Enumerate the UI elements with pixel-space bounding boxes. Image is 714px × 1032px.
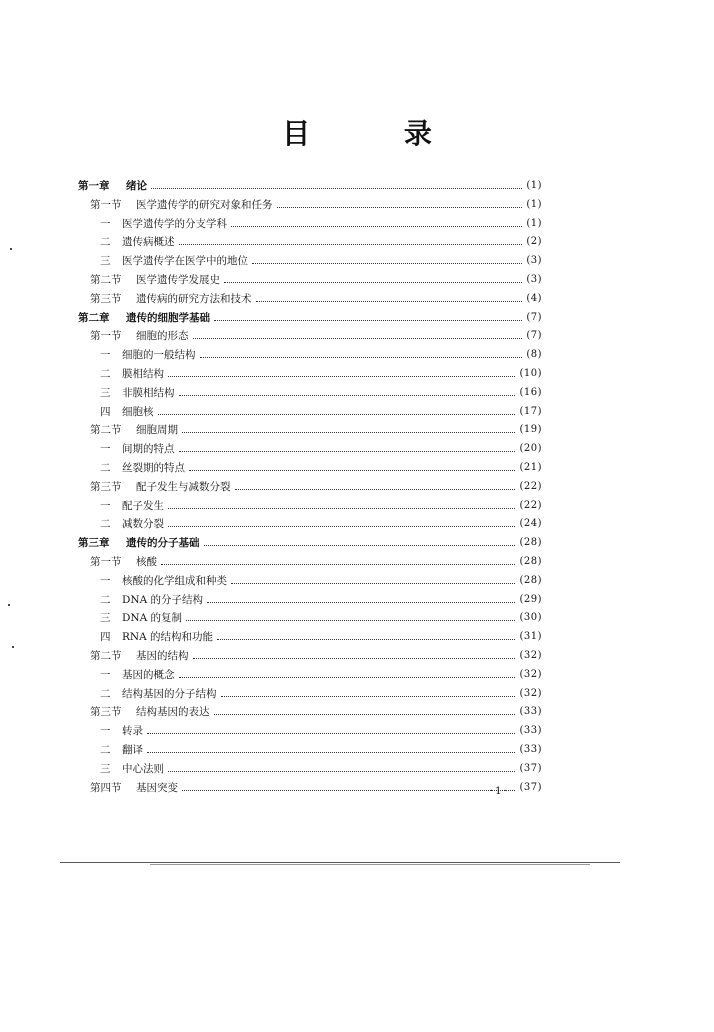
toc-entry-number: 第三节 [90, 706, 122, 719]
dot-leader [179, 677, 516, 678]
dot-leader [217, 639, 515, 640]
dot-leader [256, 301, 523, 302]
toc-entry-section [90, 646, 542, 665]
toc-entry-item [100, 402, 542, 421]
toc-entry-item [100, 514, 542, 533]
toc-entry-number: 第二节 [90, 424, 122, 437]
toc-entry-section [90, 477, 542, 496]
toc-entry-number: 三 [100, 386, 111, 399]
toc-entry-number: 一 [100, 574, 111, 587]
toc-entry-number: 二 [100, 744, 111, 756]
toc-entry-number: 二 [100, 462, 111, 474]
dot-leader [168, 526, 515, 527]
toc-entry-title: 核酸的化学组成和种类 [122, 574, 227, 587]
toc-entry-page: (1) [526, 180, 542, 191]
toc-entry-page: (2) [526, 236, 542, 248]
toc-entry-number: 第三章 [78, 537, 110, 550]
toc-entry-item [100, 364, 542, 383]
toc-entry-title: 基因突变 [136, 781, 178, 794]
toc-entry-number: 四 [100, 405, 111, 418]
toc-entry-number: 三 [100, 612, 111, 625]
toc-entry-item [100, 214, 542, 233]
toc-entry-number: 二 [100, 368, 111, 380]
toc-entry-item [100, 627, 542, 646]
toc-entry-title: 减数分裂 [122, 518, 164, 531]
dot-leader [235, 489, 516, 490]
dot-leader [147, 752, 515, 753]
toc-entry-page: (32) [519, 687, 542, 699]
toc-entry-number: 第二节 [90, 274, 122, 286]
dot-leader [224, 282, 522, 283]
dot-leader [161, 564, 515, 565]
dot-leader [189, 470, 515, 471]
dot-leader [186, 620, 515, 621]
dot-leader [179, 451, 516, 452]
toc-entry-item [100, 345, 542, 364]
dot-leader [158, 414, 516, 415]
toc-entry-number: 二 [100, 518, 111, 531]
toc-entry-page: (29) [519, 593, 542, 605]
dot-leader [193, 338, 523, 339]
toc-entry-number: 第一章 [78, 180, 110, 192]
dot-leader [182, 790, 515, 791]
toc-entry-page: (32) [519, 650, 542, 661]
toc-entry-item [100, 684, 542, 703]
toc-entry-page: (8) [526, 349, 542, 361]
toc-entry-title: DNA 的复制 [122, 612, 183, 625]
toc-entry-page: (33) [519, 725, 542, 737]
toc-entry-page: (3) [526, 274, 542, 285]
toc-entry-page: (1) [526, 198, 542, 210]
dot-leader [193, 658, 516, 659]
toc-entry-page: (17) [519, 405, 542, 417]
toc-entry-page: (28) [519, 556, 542, 567]
toc-entry-title: DNA 的分子结构 [122, 593, 204, 606]
dot-leader [147, 733, 515, 734]
scan-artifact-line [150, 864, 590, 865]
dot-leader [168, 771, 515, 772]
dot-leader [231, 583, 515, 584]
toc-entry-item [100, 721, 542, 740]
dot-leader [231, 226, 522, 227]
dot-leader [214, 714, 516, 715]
toc-entry-number: 一 [100, 217, 111, 230]
toc-entry-number: 三 [100, 762, 111, 775]
toc-entry-section [90, 420, 542, 439]
toc-entry-number: 一 [100, 725, 111, 738]
toc-entry-title: 结构基因的表达 [136, 706, 210, 719]
dot-leader [168, 376, 515, 377]
toc-entry-item [100, 759, 542, 778]
toc-entry-item [100, 740, 542, 759]
toc-entry-number: 第三节 [90, 292, 122, 305]
toc-entry-title: 遗传病的研究方法和技术 [136, 292, 252, 305]
toc-entry-number: 第二章 [78, 311, 110, 324]
toc-entry-number: 一 [100, 349, 111, 362]
scan-speck [8, 604, 10, 606]
toc-entry-title: 医学遗传学的研究对象和任务 [136, 198, 273, 211]
toc-entry-section [90, 289, 542, 308]
toc-entry-title: 医学遗传学在医学中的地位 [122, 255, 248, 268]
toc-entry-page: (37) [519, 762, 542, 774]
toc-entry-title: 间期的特点 [122, 443, 175, 456]
toc-entry-number: 第一节 [90, 330, 122, 343]
dot-leader [200, 357, 523, 358]
dot-leader [207, 602, 515, 603]
toc-entry-section [90, 270, 542, 289]
toc-entry-title: 绪论 [126, 180, 147, 192]
toc-entry-title: 细胞核 [122, 405, 154, 418]
toc-entry-item [100, 496, 542, 515]
toc-entry-number: 二 [100, 687, 111, 700]
toc-entry-number: 四 [100, 631, 111, 644]
toc-entry-number: 第二节 [90, 650, 122, 662]
dot-leader [179, 395, 516, 396]
toc-entry-page: (10) [519, 368, 542, 379]
toc-entry-item [100, 590, 542, 609]
toc-entry-item [100, 571, 542, 590]
dot-leader [168, 508, 515, 509]
dot-leader [204, 545, 516, 546]
toc-entry-page: (37) [519, 781, 542, 793]
toc-entry-number: 二 [100, 236, 111, 249]
scan-speck [12, 646, 14, 648]
toc-entry-title: 遗传的分子基础 [126, 537, 200, 550]
toc-entry-title: 细胞的一般结构 [122, 349, 196, 362]
dot-leader [277, 207, 523, 208]
toc-entry-title: 膜相结构 [122, 368, 164, 380]
toc-entry-page: (21) [519, 462, 542, 473]
page-title: 目 录 [282, 117, 474, 150]
dot-leader [221, 696, 516, 697]
toc-entry-section [90, 195, 542, 214]
toc-entry-number: 二 [100, 593, 111, 606]
toc-entry-title: 非膜相结构 [122, 386, 175, 399]
toc-entry-item [100, 439, 542, 458]
toc-entry-item [100, 232, 542, 251]
toc-entry-item [100, 608, 542, 627]
toc-entry-page: (33) [519, 744, 542, 755]
toc-entry-page: (3) [526, 255, 542, 267]
scan-artifact-line [60, 862, 620, 863]
toc-entry-title: 核酸 [136, 556, 157, 568]
toc-entry-title: 配子发生与减数分裂 [136, 480, 231, 493]
toc-entry-page: (19) [519, 424, 542, 436]
toc-entry-page: (32) [519, 668, 542, 680]
dot-leader [214, 320, 522, 321]
toc-entry-chapter [78, 176, 542, 195]
dot-leader [151, 188, 522, 189]
toc-entry-page: (7) [526, 330, 542, 342]
toc-entry-title: 基因的概念 [122, 668, 175, 681]
toc-entry-page: (22) [519, 499, 542, 511]
toc-entry-page: (22) [519, 480, 542, 492]
toc-entry-section [90, 702, 542, 721]
toc-entry-number: 一 [100, 499, 111, 512]
toc-entry-section [90, 326, 542, 345]
toc-entry-number: 第三节 [90, 480, 122, 493]
toc-entry-number: 三 [100, 255, 111, 268]
toc-entry-section [90, 778, 542, 797]
toc-entry-title: 遗传的细胞学基础 [126, 311, 210, 324]
toc-entry-page: (20) [519, 443, 542, 455]
toc-entry-item [100, 383, 542, 402]
toc-entry-item [100, 458, 542, 477]
toc-entry-page: (16) [519, 386, 542, 398]
toc-entry-number: 第一节 [90, 198, 122, 211]
dot-leader [182, 432, 515, 433]
toc-entry-title: 基因的结构 [136, 650, 189, 662]
dot-leader [252, 263, 522, 264]
toc-entry-title: 配子发生 [122, 499, 164, 512]
toc-entry-title: 医学遗传学发展史 [136, 274, 220, 286]
page-number: ·1· [490, 786, 509, 797]
toc-entry-page: (28) [519, 537, 542, 549]
toc-entry-page: (31) [519, 631, 542, 643]
toc-entry-page: (33) [519, 706, 542, 718]
toc-entry-title: 丝裂期的特点 [122, 462, 185, 474]
toc-entry-title: RNA 的结构和功能 [122, 631, 214, 644]
toc-entry-number: 一 [100, 668, 111, 681]
dot-leader [179, 244, 523, 245]
toc-entry-title: 医学遗传学的分支学科 [122, 217, 227, 230]
toc-entry-item [100, 251, 542, 270]
toc-entry-item [100, 665, 542, 684]
toc-entry-title: 转录 [122, 725, 143, 738]
toc-entry-chapter [78, 533, 542, 552]
toc-entry-page: (24) [519, 518, 542, 530]
toc-entry-page: (28) [519, 574, 542, 586]
scan-speck [10, 248, 12, 250]
toc-entry-section [90, 552, 542, 571]
toc-entry-title: 中心法则 [122, 762, 164, 775]
toc-entry-title: 结构基因的分子结构 [122, 687, 217, 700]
toc-entry-page: (1) [526, 217, 542, 229]
toc-entry-title: 翻译 [122, 744, 143, 756]
toc-entry-number: 第四节 [90, 781, 122, 794]
toc-entry-number: 第一节 [90, 556, 122, 568]
toc-entry-page: (4) [526, 292, 542, 304]
toc-entry-title: 遗传病概述 [122, 236, 175, 249]
toc-entry-chapter [78, 308, 542, 327]
toc-entry-title: 细胞周期 [136, 424, 178, 437]
toc-entry-page: (30) [519, 612, 542, 624]
toc-entry-number: 一 [100, 443, 111, 456]
toc-entry-page: (7) [526, 311, 542, 323]
toc-entry-title: 细胞的形态 [136, 330, 189, 343]
